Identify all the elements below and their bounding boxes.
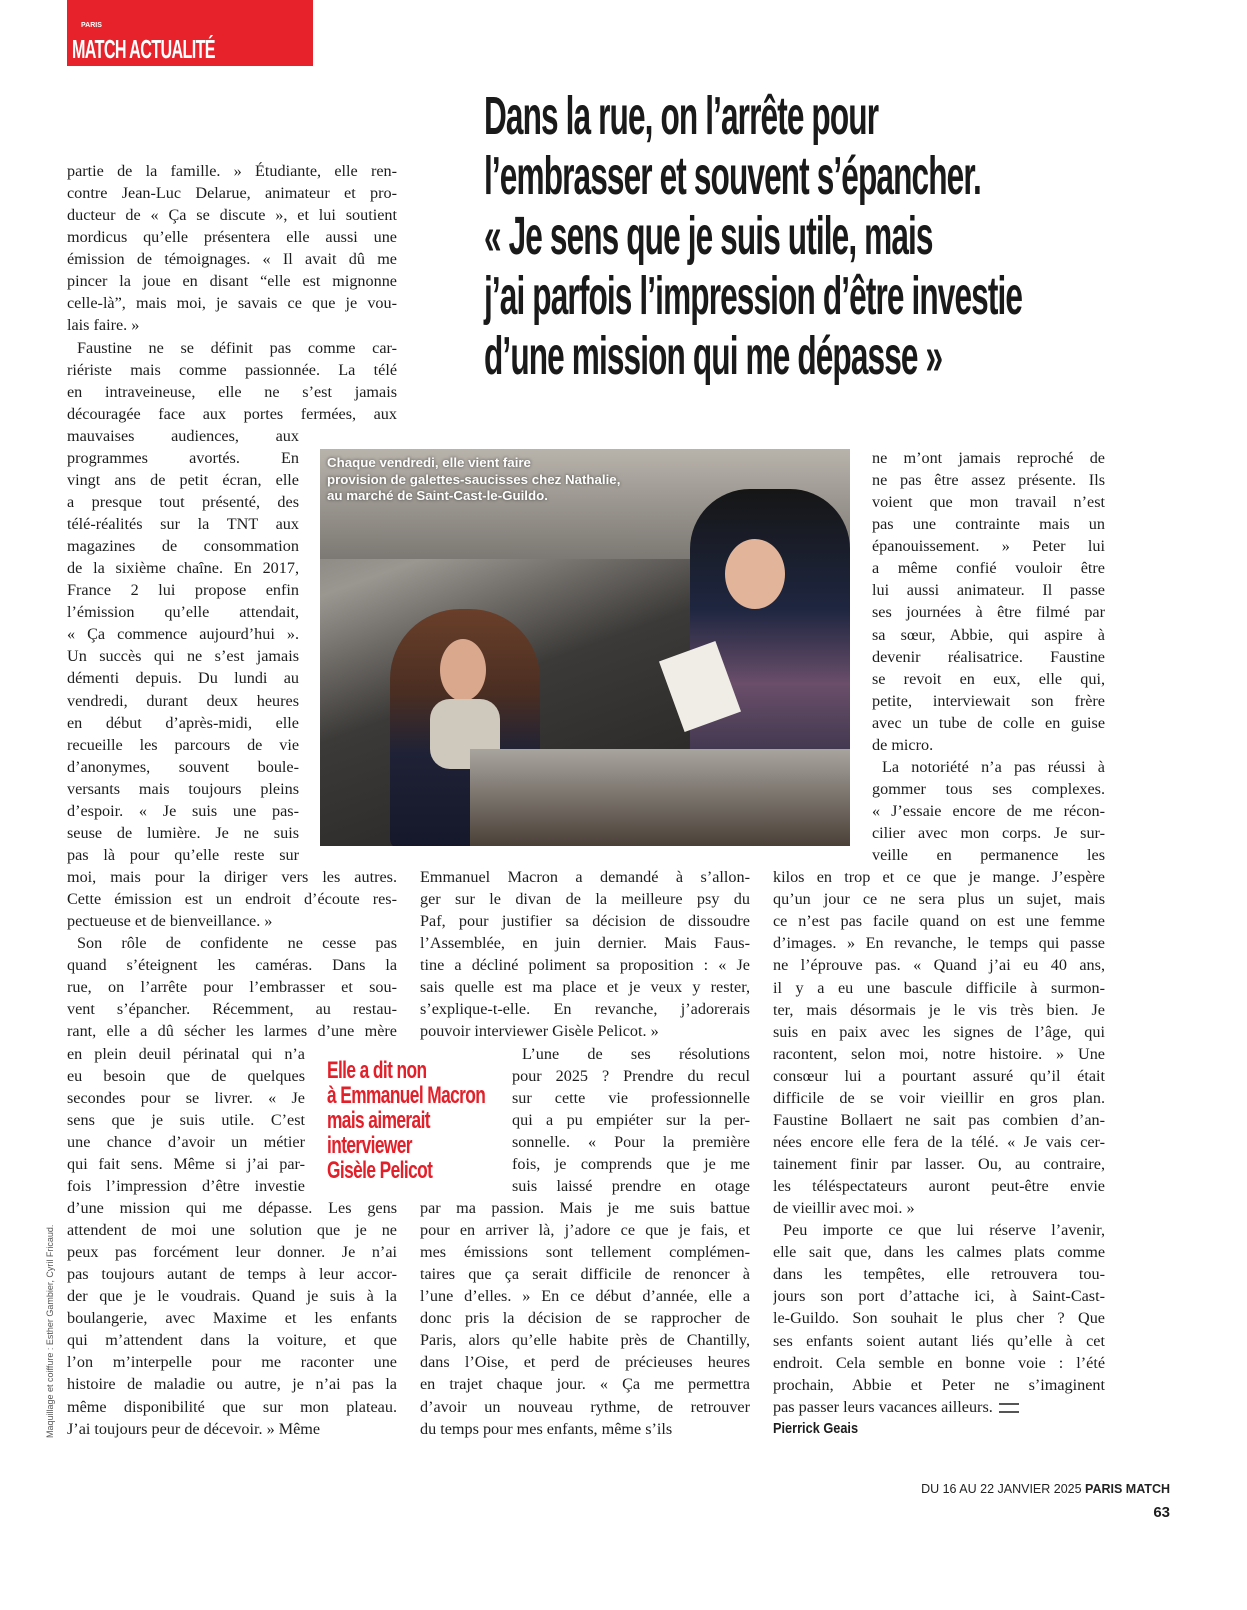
text-line: sonnelle. « Pour la première xyxy=(512,1132,750,1151)
text-line: donc pris la décision de se rapprocher de xyxy=(420,1309,750,1328)
text-line: se revoit en eux, elle qui, xyxy=(872,669,1105,688)
brand-small: PARIS xyxy=(81,22,102,29)
text-line: pour en arriver là, j’adore ce que je fais, et xyxy=(420,1221,750,1239)
text-line: d’avoir un nouveau rythme, de retrouver xyxy=(420,1397,750,1416)
text-line: Faustine Bollaert ne sait pas combien d’an- xyxy=(773,1110,1105,1129)
text-line: Paris, alors qu’elle habite près de Chantilly, xyxy=(420,1331,750,1350)
text-line: les téléspectateurs auront peut-être envie xyxy=(773,1177,1105,1196)
article-column-3 xyxy=(773,447,1105,1418)
text-line: programmes avortés. En xyxy=(67,448,299,467)
text-line: Son rôle de confidente ne cesse pas xyxy=(77,934,397,953)
brand-logo: MATCH xyxy=(72,34,126,64)
text-line: seuse de lumière. Je ne suis xyxy=(67,823,299,842)
text-line: pas une contrainte mais un xyxy=(872,515,1105,534)
headline xyxy=(484,86,1184,386)
footer-issue xyxy=(921,1482,1170,1497)
text-line: fois l’impression d’être investie xyxy=(67,1176,305,1195)
text-line: épanouissement. » Peter lui xyxy=(872,537,1105,556)
text-line: a presque tout présenté, des xyxy=(67,492,299,511)
text-line: en intraveineuse, elle ne s’est jamais xyxy=(67,382,397,401)
text-line: d’espoir. « Je suis une pas- xyxy=(67,801,299,820)
text-line: d’anonymes, souvent boule- xyxy=(67,757,299,776)
photo-credit: Maquillage et coiffure : Esther Gambier, Cyril Fricaud. xyxy=(45,1224,55,1438)
text-line: d’une mission qui me dépasse. Les gens xyxy=(67,1198,397,1217)
text-line: de micro. xyxy=(872,735,934,754)
text-line: dans l’Oise, et perd de précieuses heures xyxy=(420,1353,750,1372)
headline-line: l’embrasser et souvent s’épancher. xyxy=(484,146,981,206)
text-line: mordicus qu’elle présentera elle aussi une xyxy=(67,228,397,247)
text-line: tine a décliné poliment sa proposition : « Je xyxy=(420,956,750,975)
text-line: avec un tube de colle en guise xyxy=(872,713,1105,732)
text-line: L’une de ses résolutions xyxy=(522,1044,750,1063)
text-line: de la sixième chaîne. En 2017, xyxy=(67,559,299,578)
text-line: endroit. Cela semble en bonne voie : l’été xyxy=(773,1353,1105,1372)
text-line: « Ça commence aujourd’hui ». xyxy=(67,625,299,644)
text-line: mauvaises audiences, aux xyxy=(67,426,299,445)
text-line: ter, mais désormais je le vis très bien. Je xyxy=(773,1000,1105,1019)
text-line: versants mais toujours pleins xyxy=(67,779,299,798)
text-line: qui m’attendent dans la voiture, et que xyxy=(67,1331,397,1350)
text-line: même disponibilité que sur mon plateau. xyxy=(67,1397,397,1416)
text-line: partie de la famille. » Étudiante, elle ren- xyxy=(67,162,397,180)
text-line: ne m’ont jamais reproché de xyxy=(872,449,1105,467)
text-line: nées encore elle fera de la télé. « Je vais cer- xyxy=(773,1132,1105,1151)
headline-line: j’ai parfois l’impression d’être investie xyxy=(484,266,1023,326)
text-line: secondes pour se livrer. « Je xyxy=(67,1088,305,1107)
text-line: l’Assemblée, en juin dernier. Mais Faus- xyxy=(420,934,750,953)
text-line: rue, on l’arrête pour l’embrasser et sou- xyxy=(67,978,397,997)
text-line: contre Jean-Luc Delarue, animateur et pro- xyxy=(67,184,397,203)
text-line: peux pas forcément leur donner. Je n’ai xyxy=(67,1243,397,1262)
text-line: le-Guildo. Son souhait le plus cher ? Que xyxy=(773,1309,1105,1328)
text-line: qui fait sens. Même si j’ai par- xyxy=(67,1154,305,1173)
text-line: veille en permanence les xyxy=(872,846,1105,865)
text-line: qui a pu empiéter sur la per- xyxy=(512,1110,750,1129)
text-line: par ma passion. Mais je me suis battue xyxy=(420,1198,750,1217)
text-line: Paf, pour justifier sa décision de dissoudre xyxy=(420,912,750,931)
section-header xyxy=(67,0,313,66)
text-line: suis en paix avec les signes de l’âge, qui xyxy=(773,1022,1105,1041)
text-line-content: pas passer leurs vacances ailleurs. xyxy=(773,1397,993,1416)
text-line: en début d’après-midi, elle xyxy=(67,713,299,732)
caption-line: Chaque vendredi, elle vient faire xyxy=(327,455,531,470)
text-line: pas là pour qu’elle reste sur xyxy=(67,845,299,864)
text-line: vingt ans de petit écran, elle xyxy=(67,470,299,489)
text-line: rant, elle a dû sécher les larmes d’une mère xyxy=(67,1022,397,1041)
text-line: devenir réalisatrice. Faustine xyxy=(872,647,1105,666)
section-label: ACTUALITÉ xyxy=(129,34,215,64)
text-line: moi, mais pour la diriger vers les autres. xyxy=(67,868,397,886)
text-line: émission de témoignages. « Il avait dû me xyxy=(67,250,397,269)
text-line: ses journées à être filmé par xyxy=(872,603,1105,622)
text-line: il y a eu une bascule difficile à surmon- xyxy=(773,978,1105,997)
page-number: 63 xyxy=(1153,1504,1170,1521)
text-line: attendent de moi une solution que je ne xyxy=(67,1221,397,1239)
text-line: vent s’épancher. Récemment, au restau- xyxy=(67,1000,397,1019)
text-line: elle sait que, dans les calmes plats comme xyxy=(773,1243,1105,1262)
text-line: eu besoin que de quelques xyxy=(67,1066,305,1085)
text-line: du temps pour mes enfants, même s’ils xyxy=(420,1419,673,1438)
text-line: pouvoir interviewer Gisèle Pelicot. » xyxy=(420,1022,659,1041)
text-line: boulangerie, avec Maxime et les enfants xyxy=(67,1309,397,1328)
text-line: sa sœur, Abbie, qui aspire à xyxy=(872,625,1105,644)
text-line: prochain, Abbie et Peter ne s’imaginent xyxy=(773,1375,1105,1394)
text-line: recueille les parcours de vie xyxy=(67,735,299,754)
text-line: « J’essaie encore de me récon- xyxy=(872,802,1105,820)
text-line: une chance d’avoir un métier xyxy=(67,1132,305,1151)
text-line: pas toujours autant de temps à leur accor- xyxy=(67,1265,397,1284)
pull-quote-line: Elle a dit non xyxy=(327,1057,427,1084)
text-line: de vieillir avec moi. » xyxy=(773,1199,915,1218)
text-line: en plein deuil périnatal qui n’a xyxy=(67,1044,305,1063)
section-title xyxy=(72,34,215,64)
text-line: France 2 lui propose enfin xyxy=(67,581,299,600)
text-line: gommer tous ses complexes. xyxy=(872,779,1105,798)
text-line: sens que je suis utile. C’est xyxy=(67,1110,305,1129)
text-line: Cette émission est un endroit d’écoute res- xyxy=(67,890,397,909)
text-line: ne pas être assez présente. Ils xyxy=(872,471,1105,490)
text-line: Peu importe ce que lui réserve l’avenir, xyxy=(783,1221,1105,1240)
text-line: Emmanuel Macron a demandé à s’allon- xyxy=(420,868,750,886)
caption-line: provision de galettes-saucisses chez Nathalie, xyxy=(327,471,621,487)
text-line: démenti depuis. Du lundi au xyxy=(67,669,299,688)
author-byline: Pierrick Geais xyxy=(773,1420,859,1437)
text-line: pincer la joue en disant “elle est mignonne xyxy=(67,272,397,291)
text-line: Faustine ne se définit pas comme car- xyxy=(77,338,397,357)
text-line: sais quelle est ma place et je veux y rester, xyxy=(420,978,750,997)
headline-line: Dans la rue, on l’arrête pour xyxy=(484,86,879,146)
text-line: kilos en trop et ce que je mange. J’espère xyxy=(773,868,1105,887)
text-line: a même confié vouloir être xyxy=(872,559,1105,578)
text-line: La notoriété n’a pas réussi à xyxy=(882,757,1105,776)
article-photo xyxy=(320,449,850,846)
text-line: suis laissé prendre en otage xyxy=(512,1176,750,1195)
magazine-name: PARIS MATCH xyxy=(1085,1482,1170,1496)
text-line: s’explique-t-elle. En revanche, j’adorerais xyxy=(420,1000,750,1019)
text-line: difficile de se voir vieillir en gros plan. xyxy=(773,1088,1105,1107)
text-line: cilier avec mon corps. Je sur- xyxy=(872,824,1105,843)
text-line: celle-là”, mais moi, je savais ce que je vou- xyxy=(67,294,397,313)
text-line: quand s’éteignent les caméras. Dans la xyxy=(67,956,397,975)
text-line: jours son port d’attache ici, à Saint-Cast- xyxy=(773,1287,1105,1306)
text-line: pectueuse et de bienveillance. » xyxy=(67,912,273,931)
text-line: en trajet chaque jour. « Ça me permettra xyxy=(420,1375,750,1394)
text-line: magazines de consommation xyxy=(67,537,299,556)
text-line: découragée face aux portes fermées, aux xyxy=(67,404,397,423)
text-line: dans les tempêtes, elle retrouvera tou- xyxy=(773,1265,1105,1284)
text-line: mes émissions sont tellement complémen- xyxy=(420,1243,750,1262)
text-line: l’émission qu’elle attendait, xyxy=(67,603,299,622)
text-line: pour 2025 ? Prendre du recul xyxy=(512,1066,750,1085)
text-line: racontent, selon moi, notre histoire. » Une xyxy=(773,1044,1105,1063)
pull-quote-line: interviewer xyxy=(327,1132,412,1159)
headline-line: « Je sens que je suis utile, mais xyxy=(484,206,933,266)
text-line: J’ai toujours peur de décevoir. » Même xyxy=(67,1419,321,1438)
text-line: ne l’éprouve pas. « Quand j’ai eu 40 ans, xyxy=(773,956,1105,975)
text-line: d’images. » En revanche, le temps qui passe xyxy=(773,934,1105,953)
article-column-1 xyxy=(67,160,397,1440)
text-line: ger sur le divan de la meilleure psy du xyxy=(420,890,750,909)
text-line: télé-réalités sur la TNT aux xyxy=(67,515,299,533)
text-line: taires que ça serait difficile de renoncer à xyxy=(420,1265,750,1284)
pull-quote-line: Gisèle Pelicot xyxy=(327,1157,433,1184)
text-line: ce n’est pas facile quand on est une femme xyxy=(773,912,1105,931)
text-line: ses enfants soient autant liés qu’elle à cet xyxy=(773,1331,1105,1350)
text-line: ducteur de « Ça se discute », et lui soutient xyxy=(67,206,397,225)
caption-line: au marché de Saint-Cast-le-Guildo. xyxy=(327,488,548,503)
text-line: l’une d’elles. » En ce début d’année, elle a xyxy=(420,1287,750,1306)
issue-date: DU 16 AU 22 JANVIER 2025 xyxy=(921,1482,1082,1496)
text-line: Un succès qui ne s’est jamais xyxy=(67,647,299,666)
text-line: qu’un jour ce ne sera plus un sujet, mais xyxy=(773,890,1105,909)
text-line: tainement finir par lasser. Ou, au contraire, xyxy=(773,1155,1105,1173)
text-line: petite, interviewait son frère xyxy=(872,691,1105,710)
text-line: lais faire. » xyxy=(67,316,140,335)
photo-customer-face xyxy=(440,639,486,701)
text-line: riériste mais comme passionnée. La télé xyxy=(67,360,397,379)
text-line: histoire de maladie ou autre, je n’ai pas la xyxy=(67,1375,397,1394)
pull-quote-line: à Emmanuel Macron xyxy=(327,1082,486,1109)
text-line: der que je le voudrais. Quand je suis à la xyxy=(67,1287,397,1306)
text-line: fois, je comprends que je me xyxy=(512,1154,750,1173)
text-line: lui aussi animateur. Il passe xyxy=(872,581,1105,600)
text-line: consœur lui a pourtant assuré qu’il était xyxy=(773,1066,1105,1085)
text-line: sur cette vie professionnelle xyxy=(512,1088,750,1107)
text-line: voient que mon travail n’est xyxy=(872,493,1105,512)
text-line xyxy=(773,1396,1105,1418)
end-of-article-icon xyxy=(999,1403,1019,1413)
headline-line: d’une mission qui me dépasse » xyxy=(484,326,943,386)
pull-quote-line: mais aimerait xyxy=(327,1107,430,1134)
pull-quote xyxy=(327,1058,502,1183)
text-line: l’on m’interpelle pour me raconter une xyxy=(67,1353,397,1372)
text-line: vendredi, durant deux heures xyxy=(67,691,299,710)
